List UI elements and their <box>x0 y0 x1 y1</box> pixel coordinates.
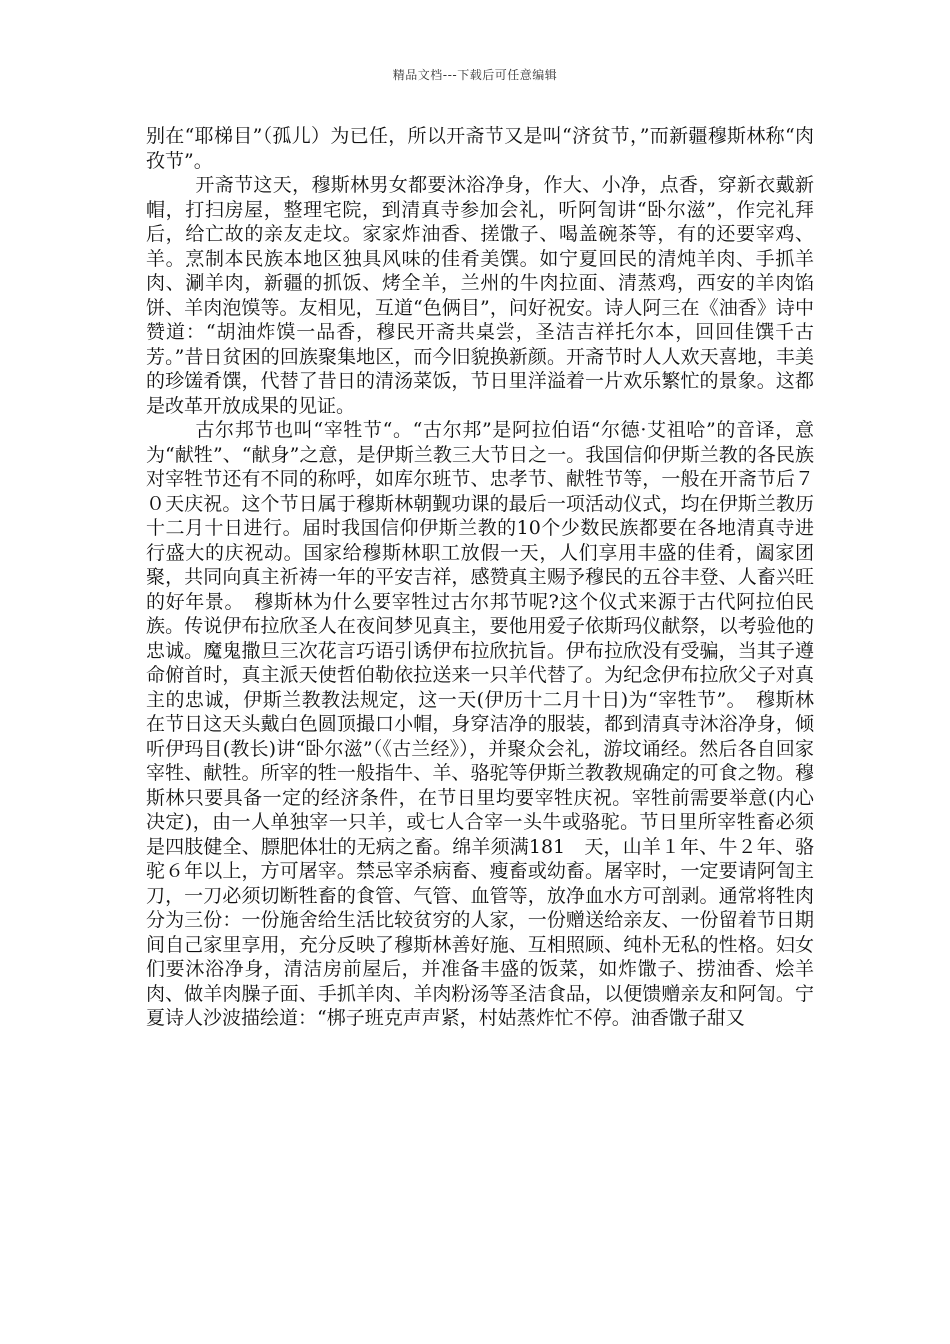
page-header: 精品文档---下载后可任意编辑 <box>392 68 558 82</box>
document-body <box>146 124 814 1031</box>
paragraph-1: 别在“耶梯目”（孤儿）为已任，所以开斋节又是叫“济贫节，”而新疆穆斯林称“肉孜节”。 <box>146 125 814 172</box>
paragraph-3: 古尔邦节也叫“宰牲节“。“古尔邦”是阿拉伯语“尔德·艾祖哈”的音译，意为“献牲”、“献身”之意，是伊斯兰教三大节日之一。我国信仰伊斯兰教的各民族对宰牲节还有不同的称呼，如库尔班节、忠孝节、献牲节等，一般在开斋节后７０天庆祝。这个节日属于穆斯林朝觐功课的最后一项活动仪式，均在伊斯兰教历十二月十日进行。届时我国信仰伊斯兰教的10个少数民族都要在各地清真寺进行盛大的庆祝动。国家给穆斯林职工放假一天，人们享用丰盛的佳肴，阖家团聚，共同向真主祈祷一年的平安吉祥，感赞真主赐予穆民的五谷丰登、人畜兴旺的好年景。 穆斯林为什么要宰牲过古尔邦节呢?这个仪式来源于古代阿拉伯民族。传说伊布拉欣圣人在夜间梦见真主，要他用爱子依斯玛仪献祭，以考验他的忠诚。魔鬼撒旦三次花言巧语引诱伊布拉欣抗旨。伊布拉欣没有受骗，当其子遵命俯首时，真主派天使哲伯勒依拉送来一只羊代替了。为纪念伊布拉欣父子对真主的忠诚，伊斯兰教教法规定，这一天(伊历十二月十日)为“宰牲节”。 穆斯林在节日这天头戴白色圆顶撮口小帽，身穿洁净的服装，都到清真寺沐浴净身，倾听伊玛目(教长)讲“卧尔滋”（《古兰经》），并聚众会礼，游坟诵经。然后各自回家宰牲、献牲。所宰的牲一般指牛、羊、骆驼等伊斯兰教教规确定的可食之物。穆斯林只要具备一定的经济条件，在节日里均要宰牲庆祝。宰牲前需要举意(内心决定)，由一人单独宰一只羊，或七人合宰一头牛或骆驼。节日里所宰牲畜必须是四肢健全、膘肥体壮的无病之畜。绵羊须满181 天，山羊１年、牛２年、骆驼６年以上，方可屠宰。禁忌宰杀病畜、瘦畜或幼畜。屠宰时，一定要请阿訇主刀，一刀必须切断牲畜的食管、气管、血管等，放净血水方可剖剥。通常将牲肉分为三份：一份施舍给生活比较贫穷的人家，一份赠送给亲友、一份留着节日期间自己家里享用，充分反映了穆斯林善好施、互相照顾、纯朴无私的性格。妇女们要沐浴净身，清洁房前屋后，并准备丰盛的饭菜，如炸馓子、捞油香、烩羊肉、做羊肉臊子面、手抓羊肉、羊肉粉汤等圣洁食品，以便馈赠亲友和阿訇。宁夏诗人沙波描绘道：“梆子班克声声紧，村姑蒸炸忙不停。油香馓子甜又 <box>146 419 814 1029</box>
paragraph-2: 开斋节这天，穆斯林男女都要沐浴净身，作大、小净，点香，穿新衣戴新帽，打扫房屋，整理宅院，到清真寺参加会礼，听阿訇讲“卧尔滋”，作完礼拜后，给亡故的亲友走坟。家家炸油香、搓馓子、喝盖碗茶等，有的还要宰鸡、羊。烹制本民族本地区独具风味的佳肴美馔。如宁夏回民的清炖羊肉、手抓羊肉、涮羊肉，新疆的抓饭、烤全羊，兰州的牛肉拉面、清蒸鸡，西安的羊肉馅饼、羊肉泡馍等。友相见，互道“色俩目”，问好祝安。诗人阿三在《油香》诗中赞道：“胡油炸馍一品香，穆民开斋共桌尝，圣洁吉祥托尔本，回回佳馔千古芳。”昔日贫困的回族聚集地区，而今旧貌换新颜。开斋节时人人欢天喜地，丰美的珍馐肴馔，代替了昔日的清汤菜饭，节日里洋溢着一片欢乐繁忙的景象。这都是改革开放成果的见证。 <box>146 174 814 417</box>
